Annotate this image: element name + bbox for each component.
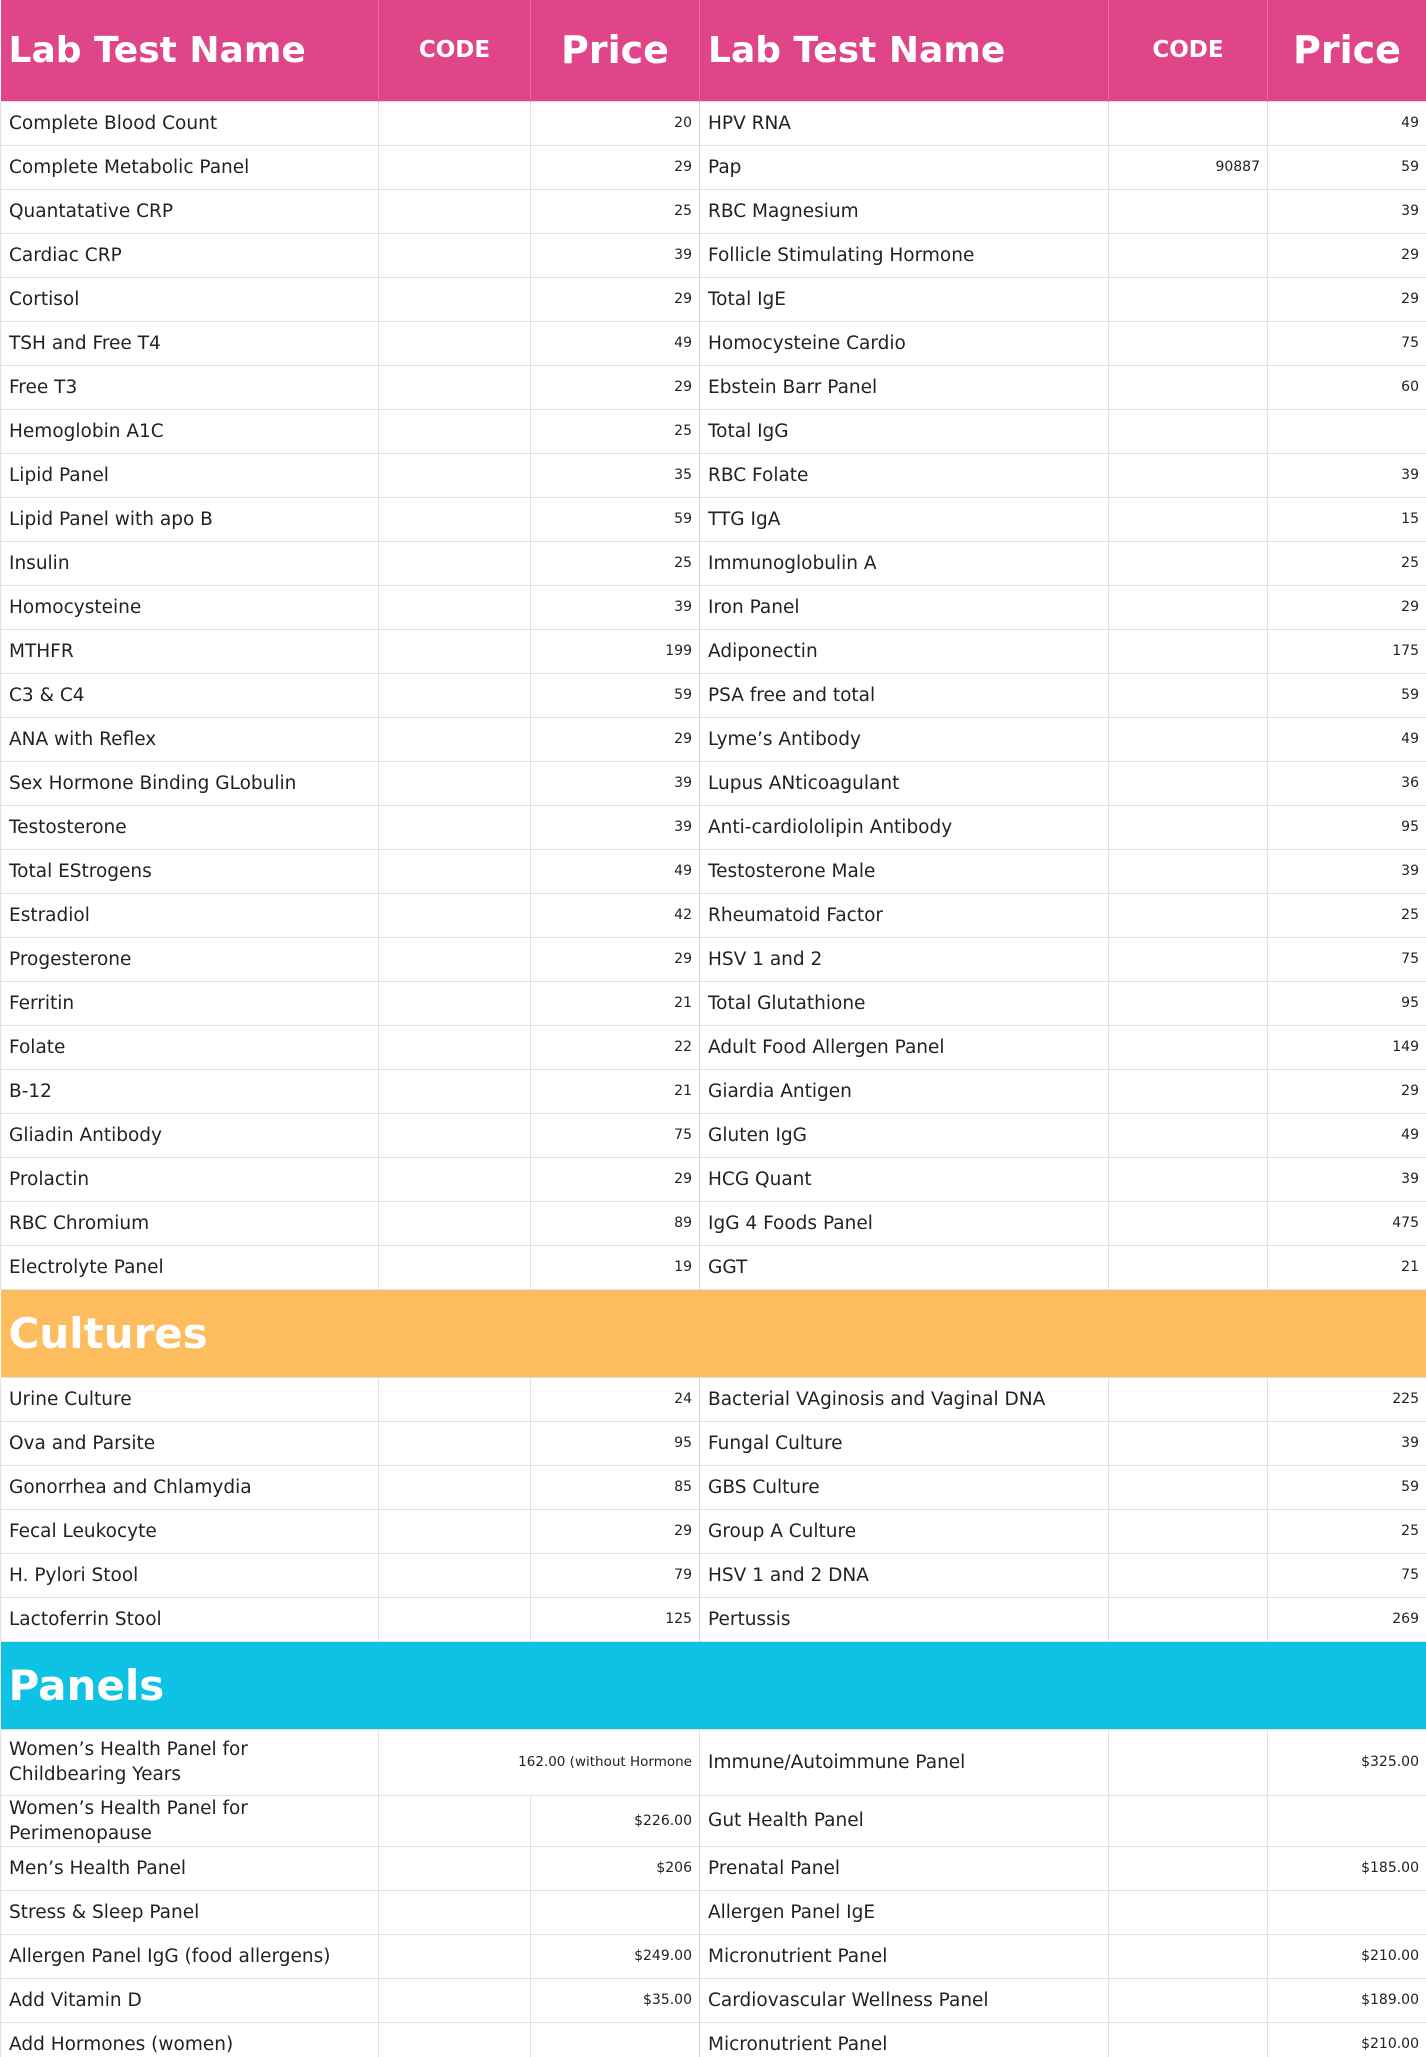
header-price-2: Price xyxy=(1268,0,1426,101)
code-cell xyxy=(379,321,531,365)
test-name-2-cell: HSV 1 and 2 DNA xyxy=(700,1553,1109,1597)
code-2-cell xyxy=(1109,1025,1268,1069)
panels-banner xyxy=(1,1641,1426,1729)
table-row xyxy=(1,233,1426,277)
code-2-cell xyxy=(1109,321,1268,365)
price-cell: 39 xyxy=(531,761,700,805)
code-cell xyxy=(379,1846,531,1890)
price-2-cell: 95 xyxy=(1268,981,1426,1025)
code-2-cell xyxy=(1109,761,1268,805)
price-2-cell: 59 xyxy=(1268,673,1426,717)
price-cell: 29 xyxy=(531,1157,700,1201)
code-cell xyxy=(379,497,531,541)
price-2-cell: 49 xyxy=(1268,717,1426,761)
price-cell: 59 xyxy=(531,497,700,541)
price-cell: 19 xyxy=(531,1245,700,1289)
table-row xyxy=(1,1934,1426,1978)
price-2-cell xyxy=(1268,409,1426,453)
code-2-cell xyxy=(1109,1890,1268,1934)
test-name-cell: Insulin xyxy=(1,541,379,585)
code-2-cell xyxy=(1109,2022,1268,2057)
price-2-cell: 75 xyxy=(1268,321,1426,365)
code-cell xyxy=(379,629,531,673)
code-cell xyxy=(379,1157,531,1201)
test-name-cell: Complete Blood Count xyxy=(1,101,379,145)
test-name-cell: Quantatative CRP xyxy=(1,189,379,233)
test-name-2-cell: GBS Culture xyxy=(700,1465,1109,1509)
price-cell: 29 xyxy=(531,717,700,761)
price-cell: 25 xyxy=(531,409,700,453)
test-name-cell: Men’s Health Panel xyxy=(1,1846,379,1890)
price-cell: 39 xyxy=(531,805,700,849)
test-name-cell: Ova and Parsite xyxy=(1,1421,379,1465)
price-cell: $249.00 xyxy=(531,1934,700,1978)
test-name-2-cell: Allergen Panel IgE xyxy=(700,1890,1109,1934)
code-2-cell xyxy=(1109,937,1268,981)
code-cell xyxy=(379,981,531,1025)
test-name-cell: Allergen Panel IgG (food allergens) xyxy=(1,1934,379,1978)
price-cell: 95 xyxy=(531,1421,700,1465)
price-2-cell: 95 xyxy=(1268,805,1426,849)
price-cell xyxy=(531,2022,700,2057)
table-row xyxy=(1,1890,1426,1934)
code-cell xyxy=(379,1465,531,1509)
price-2-cell: 29 xyxy=(1268,233,1426,277)
code-2-cell xyxy=(1109,277,1268,321)
table-row xyxy=(1,321,1426,365)
code-cell xyxy=(379,849,531,893)
code-cell xyxy=(379,1025,531,1069)
code-cell xyxy=(379,805,531,849)
price-cell: 39 xyxy=(531,233,700,277)
test-name-2-cell: Iron Panel xyxy=(700,585,1109,629)
test-name-2-cell: Immunoglobulin A xyxy=(700,541,1109,585)
cultures-banner xyxy=(1,1289,1426,1377)
test-name-2-cell: GGT xyxy=(700,1245,1109,1289)
price-2-cell: 25 xyxy=(1268,1509,1426,1553)
price-cell: 29 xyxy=(531,1509,700,1553)
price-cell: 29 xyxy=(531,145,700,189)
test-name-cell: Lipid Panel xyxy=(1,453,379,497)
table-row xyxy=(1,1069,1426,1113)
test-name-cell: H. Pylori Stool xyxy=(1,1553,379,1597)
test-name-2-cell: PSA free and total xyxy=(700,673,1109,717)
price-2-cell: 15 xyxy=(1268,497,1426,541)
price-2-cell: 39 xyxy=(1268,189,1426,233)
test-name-2-cell: Micronutrient Panel xyxy=(700,2022,1109,2057)
test-name-2-cell: Total IgE xyxy=(700,277,1109,321)
code-2-cell xyxy=(1109,1978,1268,2022)
test-name-2-cell: Adult Food Allergen Panel xyxy=(700,1025,1109,1069)
code-2-cell xyxy=(1109,1245,1268,1289)
table-row xyxy=(1,849,1426,893)
code-cell xyxy=(379,937,531,981)
code-2-cell xyxy=(1109,1553,1268,1597)
table-row xyxy=(1,1597,1426,1641)
test-name-cell: Progesterone xyxy=(1,937,379,981)
test-name-cell: Urine Culture xyxy=(1,1377,379,1421)
code-cell xyxy=(379,1978,531,2022)
test-name-cell: B-12 xyxy=(1,1069,379,1113)
price-2-cell: $210.00 xyxy=(1268,2022,1426,2057)
price-2-cell: 39 xyxy=(1268,1157,1426,1201)
header-price: Price xyxy=(531,0,700,101)
price-cell: 89 xyxy=(531,1201,700,1245)
test-name-cell: TSH and Free T4 xyxy=(1,321,379,365)
code-2-cell xyxy=(1109,1377,1268,1421)
table-row xyxy=(1,1201,1426,1245)
code-2-cell xyxy=(1109,1069,1268,1113)
price-cell: $226.00 xyxy=(531,1795,700,1846)
test-name-2-cell: Total Glutathione xyxy=(700,981,1109,1025)
table-row xyxy=(1,1113,1426,1157)
cultures-body xyxy=(1,1377,1426,1641)
test-name-2-cell: RBC Folate xyxy=(700,453,1109,497)
test-name-cell: Add Vitamin D xyxy=(1,1978,379,2022)
header-lab-test-name: Lab Test Name xyxy=(1,0,379,101)
code-cell xyxy=(379,1553,531,1597)
price-2-cell: 39 xyxy=(1268,849,1426,893)
price-2-cell: 29 xyxy=(1268,1069,1426,1113)
code-cell xyxy=(379,1890,531,1934)
table-row xyxy=(1,893,1426,937)
table-row xyxy=(1,277,1426,321)
price-cell: 49 xyxy=(531,321,700,365)
table-row xyxy=(1,541,1426,585)
price-cell: 24 xyxy=(531,1377,700,1421)
table-row xyxy=(1,453,1426,497)
table-row xyxy=(1,673,1426,717)
table-row xyxy=(1,101,1426,145)
test-name-cell: Homocysteine xyxy=(1,585,379,629)
test-name-2-cell: TTG IgA xyxy=(700,497,1109,541)
table-row xyxy=(1,497,1426,541)
test-name-cell: Stress & Sleep Panel xyxy=(1,1890,379,1934)
price-cell: 49 xyxy=(531,849,700,893)
test-name-2-cell: Lyme’s Antibody xyxy=(700,717,1109,761)
price-2-cell: 29 xyxy=(1268,585,1426,629)
test-name-2-cell: Ebstein Barr Panel xyxy=(700,365,1109,409)
table-row xyxy=(1,1509,1426,1553)
test-name-2-cell: HSV 1 and 2 xyxy=(700,937,1109,981)
price-2-cell: 59 xyxy=(1268,145,1426,189)
header-lab-test-name-2: Lab Test Name xyxy=(700,0,1109,101)
test-name-2-cell: Total IgG xyxy=(700,409,1109,453)
test-name-2-cell: Adiponectin xyxy=(700,629,1109,673)
test-name-2-cell: Pap xyxy=(700,145,1109,189)
code-2-cell xyxy=(1109,233,1268,277)
code-2-cell xyxy=(1109,673,1268,717)
table-row xyxy=(1,1377,1426,1421)
code-cell xyxy=(379,541,531,585)
test-name-cell: Add Hormones (women) xyxy=(1,2022,379,2057)
code-cell: 162.00 (without Hormone xyxy=(379,1729,700,1795)
price-2-cell: 75 xyxy=(1268,1553,1426,1597)
code-2-cell xyxy=(1109,1509,1268,1553)
table-row xyxy=(1,1978,1426,2022)
test-name-2-cell: IgG 4 Foods Panel xyxy=(700,1201,1109,1245)
price-cell: 125 xyxy=(531,1597,700,1641)
price-cell: 199 xyxy=(531,629,700,673)
test-name-cell: Cardiac CRP xyxy=(1,233,379,277)
code-2-cell xyxy=(1109,893,1268,937)
code-cell xyxy=(379,1201,531,1245)
table-row xyxy=(1,629,1426,673)
panels-section xyxy=(1,1641,1426,1729)
table-row xyxy=(1,365,1426,409)
table-row xyxy=(1,937,1426,981)
test-name-2-cell: Group A Culture xyxy=(700,1509,1109,1553)
code-cell xyxy=(379,1934,531,1978)
test-name-2-cell: HPV RNA xyxy=(700,101,1109,145)
test-name-cell: Sex Hormone Binding GLobulin xyxy=(1,761,379,805)
code-cell xyxy=(379,1509,531,1553)
test-name-cell: Folate xyxy=(1,1025,379,1069)
code-2-cell xyxy=(1109,981,1268,1025)
table-row xyxy=(1,585,1426,629)
test-name-cell: Hemoglobin A1C xyxy=(1,409,379,453)
table-row xyxy=(1,717,1426,761)
price-2-cell: 60 xyxy=(1268,365,1426,409)
code-cell xyxy=(379,761,531,805)
table-row xyxy=(1,2022,1426,2057)
code-cell xyxy=(379,145,531,189)
table-row xyxy=(1,1846,1426,1890)
code-2-cell xyxy=(1109,717,1268,761)
code-cell xyxy=(379,2022,531,2057)
price-2-cell xyxy=(1268,1890,1426,1934)
table-row xyxy=(1,1729,1426,1795)
code-2-cell xyxy=(1109,1597,1268,1641)
code-2-cell xyxy=(1109,1729,1268,1795)
test-name-2-cell: Prenatal Panel xyxy=(700,1846,1109,1890)
price-cell: 22 xyxy=(531,1025,700,1069)
price-cell: 35 xyxy=(531,453,700,497)
test-name-cell: Gliadin Antibody xyxy=(1,1113,379,1157)
code-cell xyxy=(379,365,531,409)
price-cell: 21 xyxy=(531,981,700,1025)
price-2-cell: 225 xyxy=(1268,1377,1426,1421)
price-cell: 25 xyxy=(531,189,700,233)
code-2-cell xyxy=(1109,629,1268,673)
price-cell: 85 xyxy=(531,1465,700,1509)
test-name-cell: MTHFR xyxy=(1,629,379,673)
price-2-cell: 269 xyxy=(1268,1597,1426,1641)
price-2-cell: 39 xyxy=(1268,1421,1426,1465)
code-2-cell xyxy=(1109,189,1268,233)
test-name-cell: Estradiol xyxy=(1,893,379,937)
price-cell: 21 xyxy=(531,1069,700,1113)
code-cell xyxy=(379,717,531,761)
price-cell: 29 xyxy=(531,937,700,981)
code-cell xyxy=(379,1377,531,1421)
lab-tests-body xyxy=(1,101,1426,1289)
test-name-cell: C3 & C4 xyxy=(1,673,379,717)
table-row xyxy=(1,1245,1426,1289)
price-2-cell: $325.00 xyxy=(1268,1729,1426,1795)
code-cell xyxy=(379,1421,531,1465)
price-cell: $35.00 xyxy=(531,1978,700,2022)
panels-body xyxy=(1,1729,1426,2057)
price-cell: 42 xyxy=(531,893,700,937)
table-row xyxy=(1,805,1426,849)
code-2-cell xyxy=(1109,585,1268,629)
cultures-title: Cultures xyxy=(1,1289,1426,1377)
code-2-cell xyxy=(1109,101,1268,145)
price-2-cell: $185.00 xyxy=(1268,1846,1426,1890)
test-name-cell: Cortisol xyxy=(1,277,379,321)
test-name-cell: ANA with Reflex xyxy=(1,717,379,761)
test-name-2-cell: Anti-cardiololipin Antibody xyxy=(700,805,1109,849)
test-name-2-cell: Pertussis xyxy=(700,1597,1109,1641)
price-cell: 75 xyxy=(531,1113,700,1157)
price-cell xyxy=(531,1890,700,1934)
code-cell xyxy=(379,673,531,717)
table-row xyxy=(1,409,1426,453)
test-name-2-cell: Immune/Autoimmune Panel xyxy=(700,1729,1109,1795)
test-name-2-cell: Micronutrient Panel xyxy=(700,1934,1109,1978)
price-2-cell: $210.00 xyxy=(1268,1934,1426,1978)
price-cell: 20 xyxy=(531,101,700,145)
test-name-2-cell: HCG Quant xyxy=(700,1157,1109,1201)
code-cell xyxy=(379,1069,531,1113)
table-row xyxy=(1,1553,1426,1597)
price-2-cell: 75 xyxy=(1268,937,1426,981)
table-row xyxy=(1,145,1426,189)
table-row xyxy=(1,189,1426,233)
price-cell: 39 xyxy=(531,585,700,629)
cultures-section xyxy=(1,1289,1426,1377)
code-2-cell xyxy=(1109,541,1268,585)
code-cell xyxy=(379,233,531,277)
price-cell: $206 xyxy=(531,1846,700,1890)
code-cell xyxy=(379,277,531,321)
code-2-cell xyxy=(1109,365,1268,409)
price-2-cell: 21 xyxy=(1268,1245,1426,1289)
table-row xyxy=(1,1025,1426,1069)
price-2-cell: 59 xyxy=(1268,1465,1426,1509)
header-code-2: CODE xyxy=(1109,0,1268,101)
code-cell xyxy=(379,409,531,453)
table-row xyxy=(1,1465,1426,1509)
test-name-2-cell: Rheumatoid Factor xyxy=(700,893,1109,937)
price-2-cell: 475 xyxy=(1268,1201,1426,1245)
test-name-cell: Complete Metabolic Panel xyxy=(1,145,379,189)
test-name-cell: Fecal Leukocyte xyxy=(1,1509,379,1553)
test-name-cell: Lipid Panel with apo B xyxy=(1,497,379,541)
test-name-cell: Gonorrhea and Chlamydia xyxy=(1,1465,379,1509)
code-2-cell xyxy=(1109,497,1268,541)
code-cell xyxy=(379,1245,531,1289)
code-2-cell xyxy=(1109,1795,1268,1846)
code-cell xyxy=(379,189,531,233)
code-2-cell xyxy=(1109,1934,1268,1978)
test-name-2-cell: Giardia Antigen xyxy=(700,1069,1109,1113)
price-2-cell: 175 xyxy=(1268,629,1426,673)
price-2-cell: $189.00 xyxy=(1268,1978,1426,2022)
test-name-2-cell: Testosterone Male xyxy=(700,849,1109,893)
price-2-cell: 49 xyxy=(1268,1113,1426,1157)
price-cell: 79 xyxy=(531,1553,700,1597)
code-2-cell xyxy=(1109,1157,1268,1201)
price-cell: 29 xyxy=(531,277,700,321)
code-cell xyxy=(379,585,531,629)
code-2-cell: 90887 xyxy=(1109,145,1268,189)
price-2-cell: 29 xyxy=(1268,277,1426,321)
code-2-cell xyxy=(1109,409,1268,453)
code-2-cell xyxy=(1109,1201,1268,1245)
code-cell xyxy=(379,1597,531,1641)
test-name-2-cell: Gut Health Panel xyxy=(700,1795,1109,1846)
code-cell xyxy=(379,1795,531,1846)
code-2-cell xyxy=(1109,453,1268,497)
test-name-2-cell: Cardiovascular Wellness Panel xyxy=(700,1978,1109,2022)
code-2-cell xyxy=(1109,1113,1268,1157)
price-2-cell: 149 xyxy=(1268,1025,1426,1069)
price-2-cell: 49 xyxy=(1268,101,1426,145)
test-name-2-cell: RBC Magnesium xyxy=(700,189,1109,233)
test-name-2-cell: Lupus ANticoagulant xyxy=(700,761,1109,805)
table-header-row xyxy=(1,0,1426,101)
test-name-cell: Women’s Health Panel for Childbearing Years xyxy=(1,1729,379,1795)
price-2-cell xyxy=(1268,1795,1426,1846)
price-2-cell: 36 xyxy=(1268,761,1426,805)
price-cell: 25 xyxy=(531,541,700,585)
code-cell xyxy=(379,893,531,937)
code-2-cell xyxy=(1109,805,1268,849)
price-cell: 29 xyxy=(531,365,700,409)
code-2-cell xyxy=(1109,849,1268,893)
code-cell xyxy=(379,1113,531,1157)
price-2-cell: 25 xyxy=(1268,541,1426,585)
test-name-cell: Ferritin xyxy=(1,981,379,1025)
code-2-cell xyxy=(1109,1846,1268,1890)
test-name-cell: Total EStrogens xyxy=(1,849,379,893)
table-row xyxy=(1,761,1426,805)
price-cell: 59 xyxy=(531,673,700,717)
test-name-2-cell: Fungal Culture xyxy=(700,1421,1109,1465)
test-name-cell: Women’s Health Panel for Perimenopause xyxy=(1,1795,379,1846)
table-row xyxy=(1,1795,1426,1846)
test-name-2-cell: Homocysteine Cardio xyxy=(700,321,1109,365)
test-name-cell: Prolactin xyxy=(1,1157,379,1201)
test-name-cell: Lactoferrin Stool xyxy=(1,1597,379,1641)
table-row xyxy=(1,981,1426,1025)
header-code: CODE xyxy=(379,0,531,101)
test-name-2-cell: Gluten IgG xyxy=(700,1113,1109,1157)
code-2-cell xyxy=(1109,1421,1268,1465)
table-row xyxy=(1,1157,1426,1201)
test-name-2-cell: Follicle Stimulating Hormone xyxy=(700,233,1109,277)
price-2-cell: 25 xyxy=(1268,893,1426,937)
test-name-2-cell: Bacterial VAginosis and Vaginal DNA xyxy=(700,1377,1109,1421)
table-row xyxy=(1,1421,1426,1465)
test-name-cell: Free T3 xyxy=(1,365,379,409)
panels-title: Panels xyxy=(1,1641,1426,1729)
price-2-cell: 39 xyxy=(1268,453,1426,497)
test-name-cell: Testosterone xyxy=(1,805,379,849)
code-2-cell xyxy=(1109,1465,1268,1509)
test-name-cell: Electrolyte Panel xyxy=(1,1245,379,1289)
code-cell xyxy=(379,101,531,145)
code-cell xyxy=(379,453,531,497)
test-name-cell: RBC Chromium xyxy=(1,1201,379,1245)
